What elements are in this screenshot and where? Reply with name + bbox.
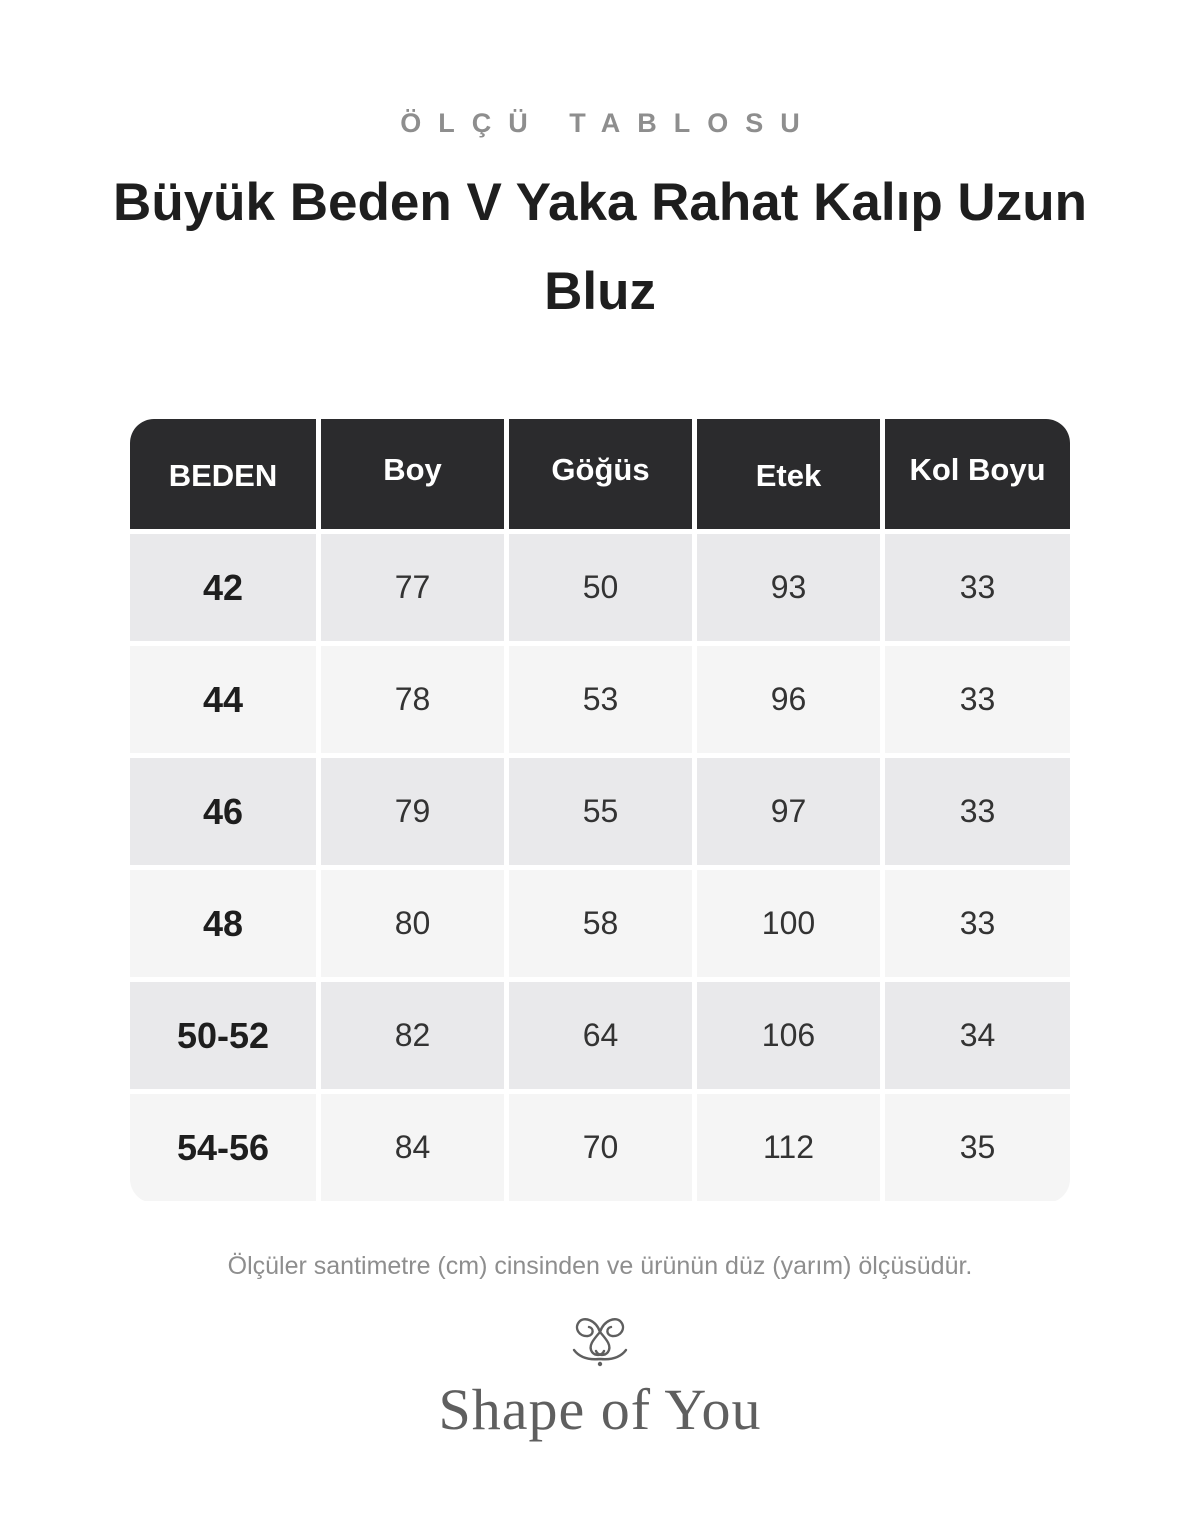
etek-cell: 96 — [697, 646, 880, 753]
boy-cell: 77 — [321, 534, 504, 641]
kol-boyu-cell: 33 — [885, 534, 1070, 641]
eyebrow-label: ÖLÇÜ TABLOSU — [400, 108, 817, 138]
header-cell-boy: Boy — [321, 419, 504, 529]
boy-cell: 78 — [321, 646, 504, 753]
boy-cell: 82 — [321, 982, 504, 1089]
size-chart-table — [130, 419, 1070, 1203]
size-cell: 42 — [130, 534, 316, 641]
page-title: Büyük Beden V Yaka Rahat Kalıp Uzun Bluz — [113, 173, 1087, 321]
size-cell: 44 — [130, 646, 316, 753]
kol-boyu-cell: 33 — [885, 646, 1070, 753]
etek-cell: 112 — [697, 1094, 880, 1201]
header-cell-beden: BEDEN — [130, 419, 316, 529]
double-heart-swirl-icon — [566, 1310, 634, 1370]
gogus-cell: 58 — [509, 870, 692, 977]
gogus-cell: 55 — [509, 758, 692, 865]
gogus-cell: 70 — [509, 1094, 692, 1201]
boy-cell: 79 — [321, 758, 504, 865]
kol-boyu-cell: 35 — [885, 1094, 1070, 1201]
kol-boyu-cell: 33 — [885, 758, 1070, 865]
etek-cell: 97 — [697, 758, 880, 865]
etek-cell: 106 — [697, 982, 880, 1089]
size-cell: 48 — [130, 870, 316, 977]
boy-cell: 80 — [321, 870, 504, 977]
kol-boyu-cell: 34 — [885, 982, 1070, 1089]
gogus-cell: 50 — [509, 534, 692, 641]
brand-name: Shape of You — [438, 1377, 762, 1442]
boy-cell: 84 — [321, 1094, 504, 1201]
etek-cell: 93 — [697, 534, 880, 641]
header-cell-etek: Etek — [697, 419, 880, 529]
size-cell: 46 — [130, 758, 316, 865]
header-cell-kol-boyu: Kol Boyu — [885, 419, 1070, 529]
size-cell: 54-56 — [130, 1094, 316, 1201]
etek-cell: 100 — [697, 870, 880, 977]
measurement-note: Ölçüler santimetre (cm) cinsinden ve ürünün düz (yarım) ölçüsüdür. — [227, 1252, 973, 1280]
kol-boyu-cell: 33 — [885, 870, 1070, 977]
gogus-cell: 64 — [509, 982, 692, 1089]
size-cell: 50-52 — [130, 982, 316, 1089]
gogus-cell: 53 — [509, 646, 692, 753]
header-cell-gogus: Göğüs — [509, 419, 692, 529]
